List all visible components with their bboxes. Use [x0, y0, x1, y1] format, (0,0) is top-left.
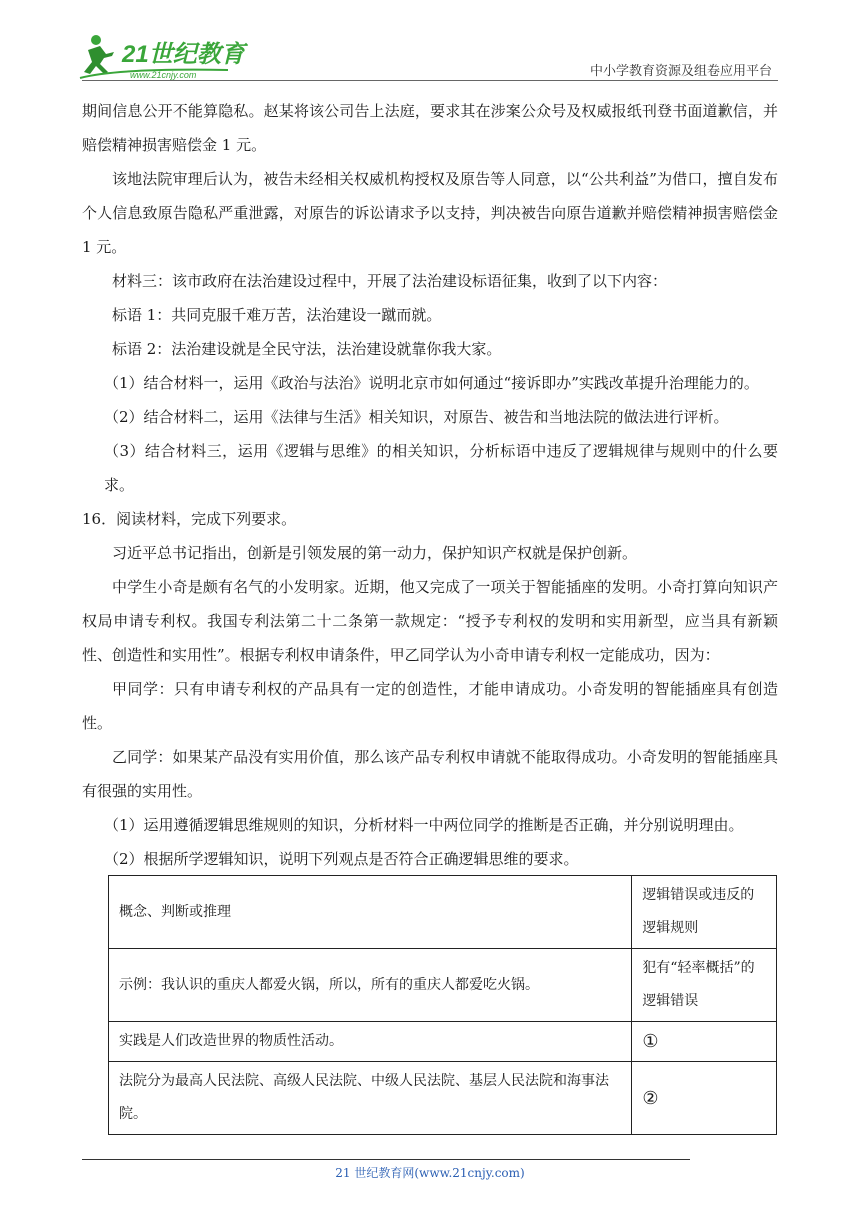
table-row: [109, 949, 777, 1022]
table-header-cell: 概念、判断或推理: [109, 876, 632, 949]
paragraph: 习近平总书记指出，创新是引领发展的第一动力，保护知识产权就是保护创新。: [112, 544, 638, 562]
table-cell: 示例：我认识的重庆人都爱火锅，所以，所有的重庆人都爱吃火锅。: [109, 949, 632, 1022]
runner-logo-icon: [78, 28, 253, 84]
logo-url: www.21cnjy.com: [130, 70, 197, 80]
paragraph: 标语 1：共同克服千难万苦，法治建设一蹴而就。: [112, 306, 442, 324]
table-row: [109, 1062, 777, 1135]
footer-link[interactable]: 21 世纪教育网(www.21cnjy.com): [335, 1166, 525, 1180]
question-item: （2）结合材料二，运用《法律与生活》相关知识，对原告、被告和当地法院的做法进行评析。: [104, 408, 729, 426]
paragraph: 标语 2：法治建设就是全民守法，法治建设就靠你我大家。: [112, 340, 502, 358]
platform-name: 中小学教育资源及组卷应用平台: [589, 64, 772, 79]
table-row: [109, 1022, 777, 1062]
table-header-row: [109, 876, 777, 949]
footer-divider: [82, 1159, 690, 1160]
paragraph: 乙同学：如果某产品没有实用价值，那么该产品专利权申请就不能取得成功。小奇发明的智能插座具有很强的实用性。: [82, 748, 778, 800]
table-cell: 犯有“轻率概括”的逻辑错误: [632, 949, 777, 1022]
paragraph: 甲同学：只有申请专利权的产品具有一定的创造性，才能申请成功。小奇发明的智能插座具有创造性。: [82, 680, 778, 732]
table-cell: 实践是人们改造世界的物质性活动。: [109, 1022, 632, 1062]
paragraph: 期间信息公开不能算隐私。赵某将该公司告上法庭，要求其在涉案公众号及权威报纸刊登书面道歉信，并赔偿精神损害赔偿金 1 元。: [82, 102, 778, 154]
question-title: 16．阅读材料，完成下列要求。: [82, 510, 297, 528]
table-cell: ②: [632, 1062, 777, 1135]
table-cell: 法院分为最高人民法院、高级人民法院、中级人民法院、基层人民法院和海事法院。: [109, 1062, 632, 1135]
header-divider: [82, 80, 778, 81]
table-cell: ①: [632, 1022, 777, 1062]
question-item: （1）结合材料一，运用《政治与法治》说明北京市如何通过“接诉即办”实践改革提升治理能力的。: [104, 374, 759, 392]
paragraph: 材料三：该市政府在法治建设过程中，开展了法治建设标语征集，收到了以下内容：: [112, 272, 668, 290]
logo-text: 21世纪教育: [122, 41, 245, 68]
page-header: [0, 0, 860, 90]
question-item: （1）运用遵循逻辑思维规则的知识，分析材料一中两位同学的推断是否正确，并分别说明理由。: [104, 816, 744, 834]
site-logo[interactable]: [78, 28, 253, 84]
document-body: [82, 94, 778, 876]
paragraph: 中学生小奇是颇有名气的小发明家。近期，他又完成了一项关于智能插座的发明。小奇打算向知识产权局申请专利权。我国专利法第二十二条第一款规定：“授予专利权的发明和实用新型，应当具有新颖性、创造性和实用性”。根据专利权申请条件，甲乙同学认为小奇申请专利权一定能成功，因为：: [82, 578, 778, 664]
question-item: （2）根据所学逻辑知识，说明下列观点是否符合正确逻辑思维的要求。: [104, 850, 579, 868]
logic-table: [108, 875, 777, 1135]
question-item: （3）结合材料三，运用《逻辑与思维》的相关知识，分析标语中违反了逻辑规律与规则中的什么要求。: [104, 442, 778, 494]
table-header-cell: 逻辑错误或违反的逻辑规则: [632, 876, 777, 949]
paragraph: 该地法院审理后认为，被告未经相关权威机构授权及原告等人同意，以“公共利益”为借口，擅自发布个人信息致原告隐私严重泄露，对原告的诉讼请求予以支持，判决被告向原告道歉并赔偿精神损害赔偿金 1 元。: [82, 170, 778, 256]
